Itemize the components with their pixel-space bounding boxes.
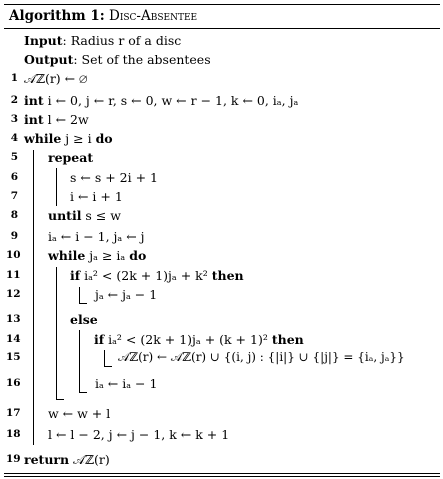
line-number: 10: [6, 249, 21, 261]
repeat-block-bar: [56, 168, 57, 206]
line-number: 16: [6, 377, 21, 389]
top-rule: [4, 4, 440, 5]
line-number: 5: [10, 151, 18, 163]
line-number: 18: [6, 428, 21, 440]
line-keyword: do: [129, 248, 147, 263]
line-keyword: then: [271, 332, 304, 347]
title-prefix: Algorithm 1:: [9, 8, 105, 24]
inner-while-block-end: [56, 399, 64, 400]
line-number: 17: [6, 407, 21, 419]
line-keyword: then: [211, 268, 244, 283]
line-number: 4: [10, 132, 18, 144]
else-block-bar: [79, 330, 80, 392]
line-text: l ← l − 2, j ← j − 1, k ← k + 1: [48, 427, 230, 442]
line-number: 7: [10, 190, 18, 202]
line-number: 14: [6, 333, 21, 345]
line-text: s ≤ w: [81, 208, 121, 223]
line-keyword: else: [70, 312, 98, 327]
line-keyword: while: [24, 131, 62, 146]
line-number: 11: [6, 269, 21, 281]
line-keyword: while: [48, 248, 86, 263]
line-text: w ← w + l: [48, 406, 111, 421]
title-name: Disc-Absentee: [109, 8, 198, 24]
if-then-block-bar: [79, 287, 80, 303]
line-keyword: if: [94, 332, 105, 347]
line-number: 19: [6, 453, 21, 465]
line-keyword: do: [95, 131, 113, 146]
line-keyword: until: [48, 208, 82, 223]
line-text: 𝒜ℤ(r) ← ∅: [24, 71, 88, 86]
input-label: Input: [24, 33, 63, 48]
bottom-rule-2: [4, 476, 440, 477]
inner-while-block-bar: [56, 267, 57, 399]
line-number: 15: [6, 351, 21, 363]
line-text: iₐ² < (2k + 1)jₐ + (k + 1)²: [104, 332, 272, 347]
line-keyword: repeat: [48, 150, 94, 165]
line-number: 6: [10, 171, 18, 183]
line-keyword: int: [24, 93, 44, 108]
line-text: jₐ ≥ iₐ: [85, 248, 130, 263]
line-number: 13: [6, 313, 21, 325]
line-number: 2: [10, 94, 18, 106]
if-then-block-end: [79, 303, 87, 304]
bottom-rule-1: [4, 473, 440, 474]
line-text: i ← i + 1: [70, 189, 123, 204]
else-block-end: [79, 392, 87, 393]
line-text: jₐ ← jₐ − 1: [95, 287, 158, 302]
line-text: i ← 0, j ← r, s ← 0, w ← r − 1, k ← 0, iₐ, jₐ: [43, 93, 299, 108]
line-keyword: return: [24, 452, 70, 467]
line-number: 9: [10, 230, 18, 242]
algorithm-title: [9, 8, 197, 24]
line-number: 3: [10, 113, 18, 125]
line-keyword: int: [24, 112, 44, 127]
line-text: iₐ ← i − 1, jₐ ← j: [48, 229, 145, 244]
output-label: Output: [24, 52, 74, 67]
input-text: : Radius r of a disc: [62, 33, 182, 48]
line-keyword: if: [70, 268, 81, 283]
line-text: 𝒜ℤ(r) ← 𝒜ℤ(r) ∪ {(i, j) : {|i|} ∪ {|j|} = {iₐ, jₐ}}: [118, 350, 405, 364]
output-text: : Set of the absentees: [73, 52, 211, 67]
line-text: s ← s + 2i + 1: [70, 170, 158, 185]
line-text: l ← 2w: [43, 112, 89, 127]
line-number: 1: [10, 72, 18, 84]
while-block-bar: [33, 150, 34, 445]
line-text: 𝒜ℤ(r): [69, 452, 110, 467]
title-rule: [4, 28, 440, 29]
line-text: iₐ ← iₐ − 1: [95, 376, 158, 391]
line-text: j ≥ i: [61, 131, 96, 146]
line-number: 12: [6, 288, 21, 300]
line-number: 8: [10, 209, 18, 221]
line-text: iₐ² < (2k + 1)jₐ + k²: [80, 268, 212, 283]
inner-if-block-bar: [104, 350, 105, 366]
inner-if-block-end: [104, 366, 112, 367]
